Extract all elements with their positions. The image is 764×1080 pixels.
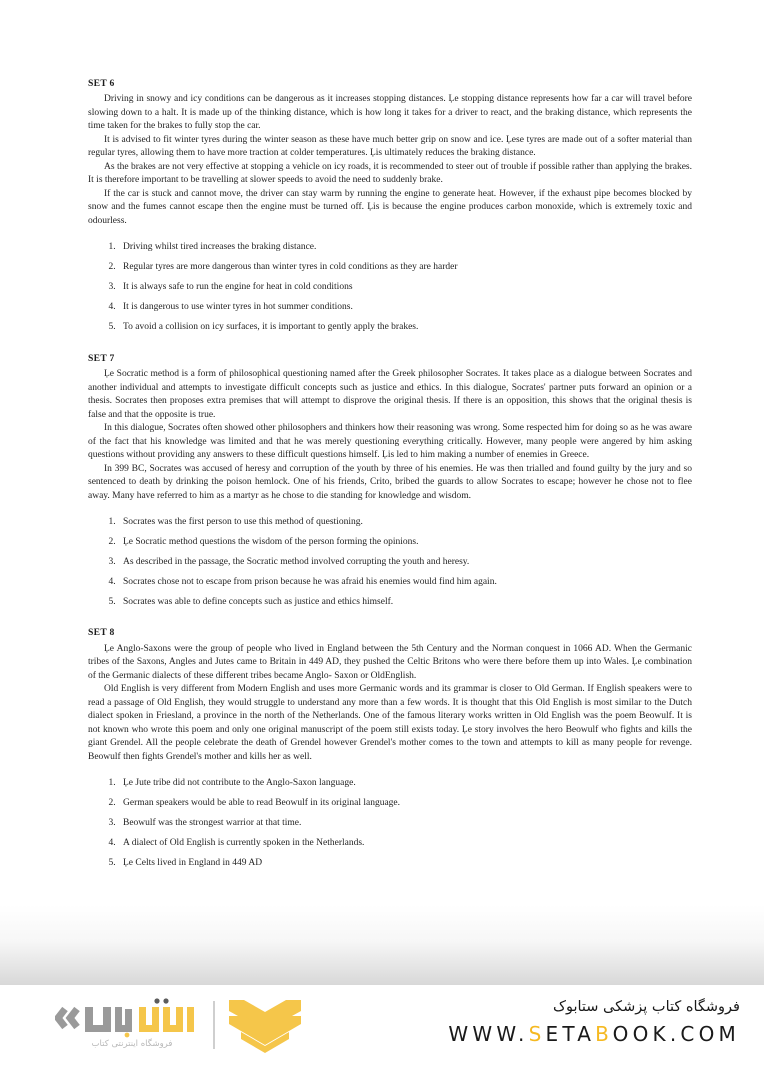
- brand-url-part: OOK.COM: [612, 1022, 740, 1047]
- footer-watermark-bar: [0, 985, 764, 1080]
- question-item: 2. German speakers would be able to read Beowulf in its original language.: [118, 797, 692, 810]
- question-item: 3. As described in the passage, the Socratic method involved corrupting the youth and heresy.: [118, 556, 692, 569]
- question-list: [88, 777, 692, 870]
- question-item: 5. Socrates was able to define concepts such as justice and ethics himself.: [118, 596, 692, 609]
- set-block: [88, 627, 692, 870]
- brand-url-part: ETA: [545, 1022, 596, 1047]
- question-item: 1. Ļe Jute tribe did not contribute to the Anglo-Saxon language.: [118, 777, 692, 790]
- question-item: 3. It is always safe to run the engine for heat in cold conditions: [118, 281, 692, 294]
- set-heading: SET 7: [88, 352, 115, 364]
- setabook-wordmark-icon: [55, 997, 205, 1039]
- question-item: 4. A dialect of Old English is currently spoken in the Netherlands.: [118, 837, 692, 850]
- setabook-brand-text[interactable]: [420, 997, 740, 1046]
- question-item: 1. Socrates was the first person to use this method of questioning.: [118, 516, 692, 529]
- question-item: 5. To avoid a collision on icy surfaces, it is important to gently apply the brakes.: [118, 321, 692, 334]
- question-item: 2. Ļe Socratic method questions the wisdom of the person forming the opinions.: [118, 536, 692, 549]
- set-heading: SET 6: [88, 78, 115, 89]
- brand-url-part: WWW.: [448, 1022, 529, 1047]
- question-item: 3. Beowulf was the strongest warrior at that time.: [118, 817, 692, 830]
- question-item: 4. It is dangerous to use winter tyres in hot summer conditions.: [118, 301, 692, 314]
- passage-paragraph: Ļe Anglo-Saxons were the group of people who lived in England between the 5th Century and the Norman conquest in 1066 AD. When the Germanic tribes of the Saxons, Angles and Jutes came to Britain in 449 AD, they pushed the Celtic Britons who were there before them up into Wales. Ļe combination of the Germanic dialects of these different tribes became Anglo- Saxon or OldEnglish.: [88, 643, 692, 681]
- question-item: 5. Ļe Celts lived in England in 449 AD: [118, 857, 692, 870]
- triple-chevron-icon: [227, 999, 303, 1055]
- passage-paragraph: Driving in snowy and icy conditions can be dangerous as it increases stopping distances. Ļe stopping distance represents how far a car will travel before slowing down to a halt. It is made up of the thinking distance, which is how long it takes for a driver to react, and the braking distance, which represents the time taken for the brakes to fully stop the car.: [88, 94, 692, 132]
- set-heading: SET 8: [88, 627, 115, 639]
- brand-url[interactable]: [420, 1022, 740, 1046]
- question-item: 4. Socrates chose not to escape from prison because he was afraid his enemies would find him again.: [118, 576, 692, 589]
- question-item: 1. Driving whilst tired increases the braking distance.: [118, 241, 692, 254]
- question-list: [88, 241, 692, 334]
- passage-paragraph: Ļe Socratic method is a form of philosophical questioning named after the Greek philosopher Socrates. It takes place as a dialogue between Socrates and another individual and attempts to investigate difficult concepts such as justice and ethics. In this dialogue, Socrates' partner puts forward an opinion or a thesis. Socrates then proposes extra premises that will attempt to disprove the original thesis. If there is an opposition, this shows that the original thesis is false and that the opposite is true.: [88, 369, 692, 420]
- passage-paragraph: In 399 BC, Socrates was accused of heresy and corruption of the youth by three of his enemies. He was then trialled and found guilty by the jury and so sentenced to death by drinking the poison hemlock. One of his friends, Crito, bribed the guards to allow Socrates to escape; however he chose not to flee away. Many have referred to him as a martyr as he chose to die standing for knowledge and wisdom.: [88, 463, 692, 501]
- logo-sub-caption: فروشگاه اینترنتی کتاب: [91, 1039, 173, 1049]
- set-block: [88, 78, 692, 335]
- passage-paragraph: Old English is very different from Modern English and uses more Germanic words and its grammar is closer to Old German. If English speakers were to read a passage of Old English, they would struggle to understand any more than a few words. It is thought that this Old English is most similar to the Dutch dialect spoken in Friesland, a province in the north of the Netherlands. One of the famous literary works written in Old English was the poem Beowulf. It is not known who wrote this poem and only one original manuscript of the poem still exists today. Ļe story involves the hero Beowulf who fights and kills the giant Grendel. All the people celebrate the death of Grendel however Grendel's mother comes to the town and attempts to kill as many people for revenge. Beowulf then fights Grendel's mother and kills her as well.: [88, 684, 692, 762]
- setabook-logo[interactable]: [55, 993, 305, 1071]
- set-block: [88, 353, 692, 610]
- passage-paragraph: It is advised to fit winter tyres during the winter season as these have much better grip on snow and ice. Ļese tyres are made out of a softer material than regular tyres, allowing them to have more traction at colder temperatures. Ļis ultimately reduces the braking distance.: [88, 134, 692, 159]
- passage-paragraph: If the car is stuck and cannot move, the driver can stay warm by running the engine to generate heat. However, if the exhaust pipe becomes blocked by snow and the fumes cannot escape then the engine must be turned off. Ļis is because the engine produces carbon monoxide, which is extremely toxic and odourless.: [88, 188, 692, 226]
- passage-paragraph: As the brakes are not very effective at stopping a vehicle on icy roads, it is recommended to steer out of trouble if possible rather than applying the brakes. It is therefore important to be travelling at slower speeds to avoid the need to suddenly brake.: [88, 161, 692, 186]
- question-list: [88, 516, 692, 609]
- brand-url-part: B: [595, 1022, 613, 1047]
- brand-persian-title: فروشگاه کتاب پزشکی ستابوک: [552, 999, 740, 1015]
- page-bottom-shadow: [0, 905, 764, 985]
- passage-paragraph: In this dialogue, Socrates often showed other philosophers and thinkers how their reasoning was wrong. Some respected him for doing so as he was aware of the fact that his knowledge was limited and that he was merely questioning everything critically. However, many people were angered by him asking questions without providing any answers to these difficult questions himself. Ļis led to him making a number of enemies in Greece.: [88, 423, 692, 461]
- brand-url-part: S: [528, 1022, 546, 1047]
- logo-divider: [213, 1001, 215, 1049]
- question-item: 2. Regular tyres are more dangerous than winter tyres in cold conditions as they are harder: [118, 261, 692, 274]
- document-content: [88, 78, 692, 871]
